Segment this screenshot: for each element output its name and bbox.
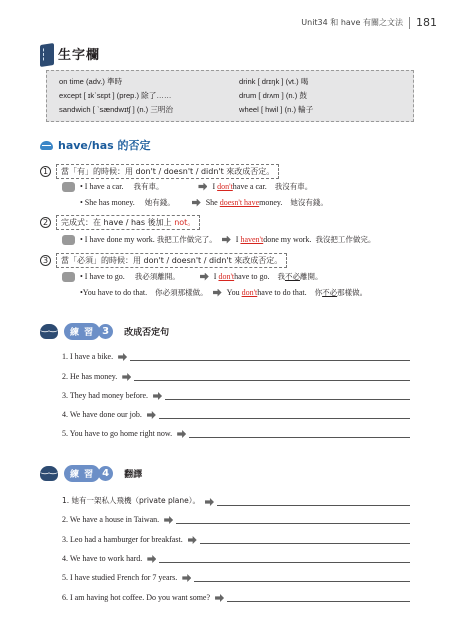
negative-translation: 她沒有錢。 (290, 198, 328, 207)
exercise-question (62, 593, 410, 602)
answer-line[interactable] (200, 535, 410, 544)
arrow-icon (164, 516, 173, 524)
rule-number: 3 (40, 255, 51, 266)
example-text: • She has money. (80, 198, 135, 207)
negative-post: money. (259, 198, 283, 207)
rule-text-box (56, 164, 279, 179)
question-text: 5. You have to go home right now. (62, 429, 173, 438)
question-text: 2. We have a house in Taiwan. (62, 515, 160, 524)
arrow-icon (213, 289, 222, 297)
arrow-icon (188, 536, 197, 544)
answer-line[interactable] (165, 391, 410, 400)
owl-icon (40, 466, 58, 481)
negative-word: don't (218, 272, 235, 281)
negative-post: have a car. (232, 182, 267, 191)
question-text: 3. Leo had a hamburger for breakfast. (62, 535, 183, 544)
question-text: 3. They had money before. (62, 391, 149, 400)
negative-word: doesn't have (219, 198, 260, 207)
question-text: 1. I have a bike. (62, 352, 114, 361)
example-translation: 我有車。 (133, 182, 164, 191)
negative-translation-post: 那樣做。 (337, 288, 368, 297)
example-translation: 你必須那樣做。 (155, 288, 208, 297)
negative-translation-underlined: 不必 (322, 288, 338, 297)
arrow-icon (118, 353, 127, 361)
arrow-icon (200, 273, 209, 281)
vocab-item: except [ ɪkˋsɛpt ] (prep.) 除了…… (59, 91, 172, 100)
owl-icon (40, 324, 58, 339)
rule-text: 當「必須」的時候：用 don't / doesn't / didn't 來改成否定。 (61, 256, 283, 265)
answer-line[interactable] (227, 593, 410, 602)
page-number: 181 (416, 16, 437, 29)
rule-highlight: not。 (174, 218, 196, 227)
rule-text-box (56, 215, 200, 230)
unit-title: Unit34 和 have 有關之文法 (301, 18, 403, 27)
answer-line[interactable] (159, 554, 410, 563)
negative-translation-pre: 我 (277, 272, 285, 281)
negative-pre: I (235, 235, 239, 244)
negative-pre: She (205, 198, 218, 207)
rule-3 (40, 253, 287, 268)
exercise-question (62, 495, 410, 506)
example-row (62, 271, 322, 282)
example-row (62, 234, 375, 245)
question-text: 2. He has money. (62, 372, 118, 381)
question-text: 6. I am having hot coffee. Do you want some? (62, 593, 211, 602)
negative-translation: 我沒有車。 (274, 182, 313, 191)
section-title (40, 137, 151, 153)
example-icon (62, 272, 75, 282)
exercise-question (62, 391, 410, 400)
exercise-label: 練 習 (64, 323, 100, 340)
answer-line[interactable] (194, 573, 410, 582)
arrow-icon (177, 430, 186, 438)
arrow-icon (205, 498, 214, 506)
negative-translation-pre: 你 (314, 288, 323, 297)
exercise-title: 翻譯 (124, 470, 143, 480)
arrow-icon (153, 392, 162, 400)
example-icon (62, 235, 75, 245)
answer-line[interactable] (159, 410, 410, 419)
negative-word: don't (217, 182, 233, 191)
exercise-question (62, 515, 410, 524)
rule-2 (40, 215, 200, 230)
negative-word: haven't (240, 235, 264, 244)
negative-word: don't (241, 288, 258, 297)
vocab-item: drink [ drɪŋk ] (vt.) 喝 (239, 77, 309, 86)
negative-post: have to do that. (257, 288, 307, 297)
example-text: • I have a car. (80, 182, 124, 191)
vocabulary-heading (40, 44, 412, 66)
example-translation: 我必須離開。 (134, 272, 180, 281)
exercise-title: 改成否定句 (124, 328, 170, 338)
question-text: 4. We have to work hard. (62, 554, 143, 563)
exercise-4-heading (40, 465, 142, 482)
answer-line[interactable] (189, 429, 410, 438)
exercise-question (62, 372, 410, 381)
example-text: • I have to go. (80, 272, 125, 281)
arrow-icon (147, 555, 156, 563)
rule-text: 當「有」的時候：用 don't / doesn't / didn't 來改成否定。 (61, 167, 275, 176)
example-text: • I have done my work. (80, 235, 155, 244)
vocab-item: wheel [ hwil ] (n.) 輪子 (239, 105, 314, 114)
negative-translation: 我沒把工作做完。 (315, 235, 376, 244)
book-icon (40, 43, 54, 67)
exercise-question (62, 573, 410, 582)
exercise-question (62, 352, 410, 361)
arrow-icon (122, 373, 131, 381)
example-translation: 我把工作做完了。 (156, 235, 217, 244)
exercise-3-heading (40, 323, 169, 340)
rule-text: 完成式：在 have / has 後加上 (61, 218, 175, 227)
answer-line[interactable] (176, 515, 410, 524)
example-translation: 她有錢。 (144, 198, 175, 207)
vocabulary-title: 生字欄 (58, 48, 101, 63)
arrow-icon (192, 199, 201, 207)
exercise-number: 4 (98, 466, 113, 481)
exercise-question (62, 535, 410, 544)
question-text: 5. I have studied French for 7 years. (62, 573, 178, 582)
rule-text-box (56, 253, 287, 268)
question-text: 1. 她有一架私人飛機（private plane）。 (62, 496, 200, 505)
answer-line[interactable] (134, 372, 410, 381)
exercise-number: 3 (98, 324, 113, 339)
negative-translation (315, 287, 368, 298)
answer-line[interactable] (130, 352, 410, 361)
arrow-icon (182, 574, 191, 582)
vocab-item: drum [ drʌm ] (n.) 鼓 (239, 91, 307, 100)
rule-number: 2 (40, 217, 51, 228)
negative-pre: You (226, 288, 240, 297)
negative-post: done my work. (263, 235, 312, 244)
exercise-label: 練 習 (64, 465, 100, 482)
negative-translation-post: 離開。 (299, 272, 323, 281)
rule-number: 1 (40, 166, 51, 177)
exercise-question (62, 429, 410, 438)
example-row (80, 197, 328, 208)
question-text: 4. We have done our job. (62, 410, 142, 419)
rule-1 (40, 164, 279, 179)
negative-post: have to go. (234, 272, 270, 281)
vocab-item: sandwich [ ˋsændwɪtʃ ] (n.) 三明治 (59, 105, 174, 114)
arrow-icon (215, 594, 224, 602)
vocabulary-panel (40, 44, 412, 122)
exercise-question (62, 410, 410, 419)
negative-pre: I (212, 182, 216, 191)
arrow-icon (222, 236, 231, 244)
cap-icon (40, 141, 53, 150)
negative-pre: I (213, 272, 217, 281)
example-row (62, 181, 312, 192)
vocab-item: on time (adv.) 準時 (59, 77, 123, 86)
page-header (301, 16, 437, 29)
exercise-question (62, 554, 410, 563)
negative-translation (277, 271, 322, 282)
vocabulary-list (46, 70, 414, 122)
example-row (80, 287, 367, 298)
answer-line[interactable] (217, 497, 410, 506)
arrow-icon (147, 411, 156, 419)
negative-translation-underlined: 不必 (284, 272, 300, 281)
arrow-icon (198, 183, 207, 191)
header-divider (409, 17, 410, 29)
section-title-text: have/has 的否定 (58, 139, 151, 152)
example-text: •You have to do that. (80, 288, 148, 297)
example-icon (62, 182, 75, 192)
